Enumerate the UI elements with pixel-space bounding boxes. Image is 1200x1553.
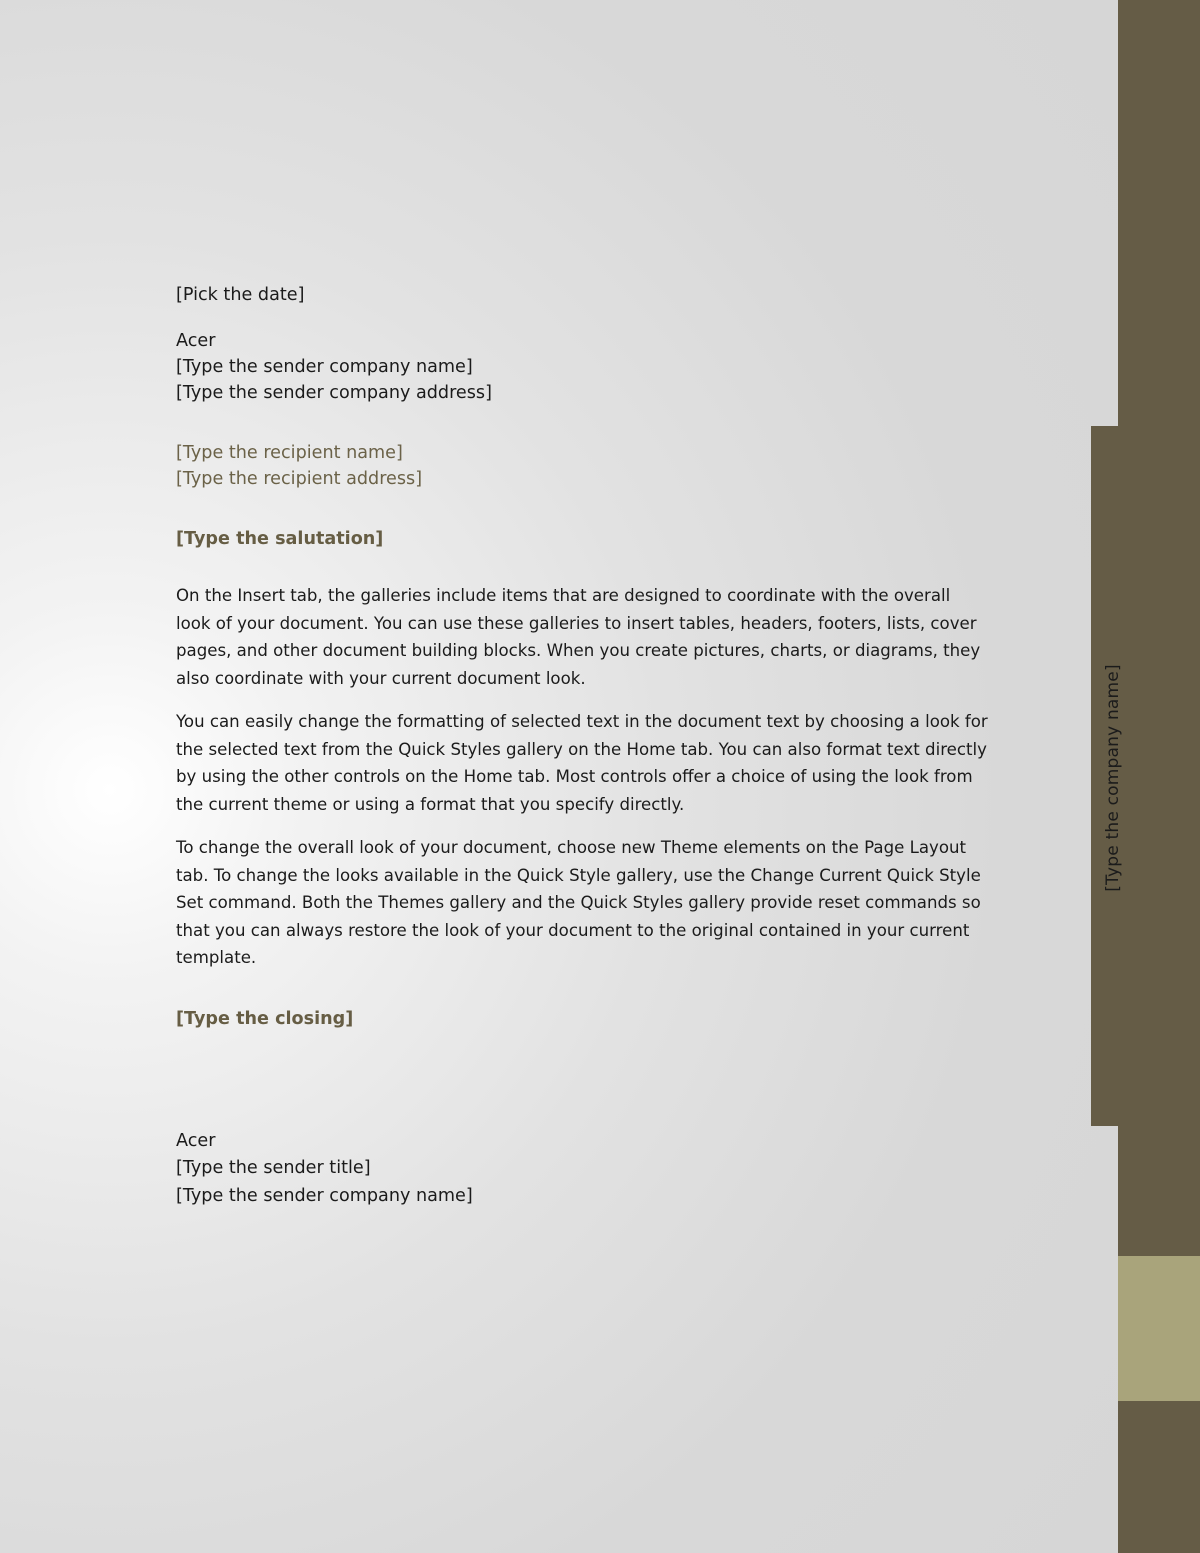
recipient-block — [176, 440, 996, 492]
closing-field[interactable]: [Type the closing] — [176, 1008, 354, 1029]
signature-company-name-field[interactable]: [Type the sender company name] — [176, 1185, 473, 1206]
sidebar-band-accent — [1118, 1256, 1200, 1401]
sender-title-field[interactable]: [Type the sender title] — [176, 1158, 371, 1178]
letter-body — [176, 282, 996, 1210]
sender-company-address-field[interactable]: [Type the sender company address] — [176, 383, 492, 403]
date-field[interactable]: [Pick the date] — [176, 285, 305, 305]
recipient-address-field[interactable]: [Type the recipient address] — [176, 469, 423, 489]
company-name-field[interactable]: [Type the company name] — [1103, 664, 1123, 892]
sender-name[interactable]: Acer — [176, 331, 216, 351]
body-paragraph: You can easily change the formatting of selected text in the document text by choosing a look for the selected text from the Quick Styles gallery on the Home tab. You can also format text directly by using the other controls on the Home tab. Most controls offer a choice of using the look from the current theme or using a format that you specify directly. — [176, 712, 988, 814]
sender-company-name-field[interactable]: [Type the sender company name] — [176, 357, 473, 377]
recipient-name-field[interactable]: [Type the recipient name] — [176, 443, 403, 463]
signature-block — [176, 1128, 996, 1211]
sender-block — [176, 328, 996, 406]
signature-name[interactable]: Acer — [176, 1130, 216, 1151]
body-paragraph: To change the overall look of your document, choose new Theme elements on the Page Layout tab. To change the looks available in the Quick Style gallery, use the Change Current Quick Style Set command. Both the Themes gallery and the Quick Styles gallery provide reset commands so that you can always restore the look of your document to the original contained in your current template. — [176, 838, 981, 967]
body-paragraph: On the Insert tab, the galleries include items that are designed to coordinate with the overall look of your document. You can use these galleries to insert tables, headers, footers, lists, cover pages, and other document building blocks. When you create pictures, charts, or diagrams, they also coordinate with your current document look. — [176, 586, 981, 688]
salutation-field[interactable]: [Type the salutation] — [176, 529, 384, 549]
sidebar-band-bottom — [1118, 1401, 1200, 1553]
